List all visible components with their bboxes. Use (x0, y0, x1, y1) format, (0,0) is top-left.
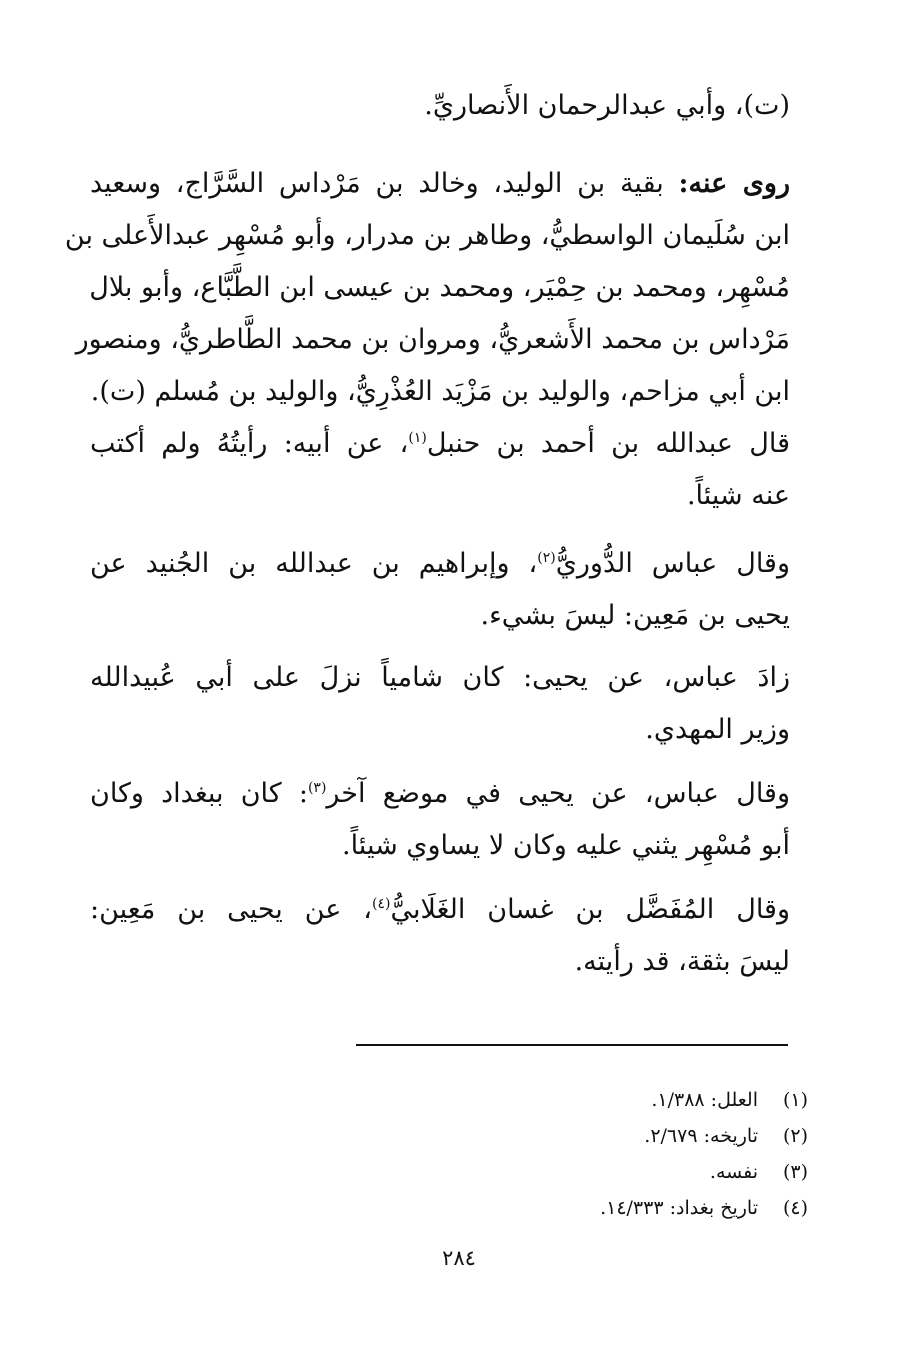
text-line: مُسْهِر، ومحمد بن حِمْيَر، ومحمد بن عيسى ابن الطَّبَّاع، وأبو بلال (89, 272, 790, 303)
text-line: ابن أبي مزاحم، والوليد بن مَزْيَد العُذْرِيُّ، والوليد بن مُسلم (ت). (90, 376, 790, 407)
paragraph-quote-5 (90, 884, 790, 988)
footnote-marker: (٤) (372, 896, 391, 912)
footnote-text: تاريخ بغداد: ١٤/٣٣٣. (600, 1197, 758, 1219)
footnote-text: تاريخه: ٢/٦٧٩. (644, 1125, 758, 1147)
page-number: ٢٨٤ (442, 1246, 476, 1270)
footnote-item (408, 1118, 808, 1154)
text-line: أبو مُسْهِر يثني عليه وكان لا يساوي شيئاً. (342, 830, 790, 861)
paragraph-continuation (90, 80, 790, 132)
text-line: (ت)، وأبي عبدالرحمان الأَنصاريِّ. (424, 90, 790, 121)
footnote-number: (٤) (782, 1197, 808, 1219)
text-line (90, 538, 790, 590)
text-line: مَرْداس بن محمد الأَشعريُّ، ومروان بن محمد الطَّاطريُّ، ومنصور (75, 324, 790, 355)
paragraph-quote-4 (90, 768, 790, 872)
text-line: يحيى بن مَعِين: ليسَ بشيء. (480, 600, 790, 631)
footnote-item (408, 1082, 808, 1118)
footnotes (408, 1082, 808, 1226)
text-segment: ، وإبراهيم بن عبدالله بن الجُنيد عن (90, 548, 538, 579)
text-line: زادَ عباس، عن يحيى: كان شامياً نزلَ على أبي عُبيدالله (90, 662, 790, 693)
text-segment: وقال المُفَضَّل بن غسان الغَلَابيُّ (390, 894, 790, 925)
footnote-number: (٢) (782, 1125, 808, 1147)
footnote-number: (٣) (782, 1161, 808, 1183)
text-line: وزير المهدي. (645, 714, 790, 745)
text-line (90, 418, 790, 470)
footnote-text: نفسه. (709, 1161, 758, 1183)
footnote-marker: (٣) (307, 780, 327, 796)
text-segment: وقال عباس، عن يحيى في موضع آخر (326, 778, 790, 809)
paragraph-quote-3 (90, 652, 790, 756)
text-line (90, 884, 790, 936)
footnote-number: (١) (782, 1089, 808, 1111)
paragraph-quote-2 (90, 538, 790, 642)
text-segment: قال عبدالله بن أحمد بن حنبل (426, 428, 790, 459)
footnote-item (408, 1154, 808, 1190)
footnote-separator (356, 1044, 788, 1046)
text-segment: ، عن يحيى بن مَعِين: (90, 894, 372, 925)
text-segment: ، عن أبيه: رأيتُهُ ولم أكتب (90, 428, 409, 459)
text-line: ليسَ بثقة، قد رأيته. (574, 946, 790, 977)
text-segment: بقية بن الوليد، وخالد بن مَرْداس السَّرَّاج، وسعيد (90, 168, 679, 199)
text-line: عنه شيئاً. (686, 480, 790, 511)
text-segment: : كان ببغداد وكان (90, 778, 308, 809)
footnote-item (408, 1190, 808, 1226)
paragraph-narrators (64, 158, 791, 418)
footnote-text: العلل: ١/٣٨٨. (651, 1089, 758, 1111)
text-line (90, 768, 790, 820)
footnote-marker: (١) (408, 430, 427, 446)
footnote-marker: (٢) (537, 550, 556, 566)
text-line: ابن سُلَيمان الواسطيُّ، وطاهر بن مدرار، وأبو مُسْهِر عبدالأَعلى بن (64, 220, 790, 251)
text-segment: وقال عباس الدُّوريُّ (555, 548, 790, 579)
text-line (90, 158, 790, 210)
paragraph-lead: روى عنه: (678, 168, 791, 199)
paragraph-quote-1 (90, 418, 790, 522)
